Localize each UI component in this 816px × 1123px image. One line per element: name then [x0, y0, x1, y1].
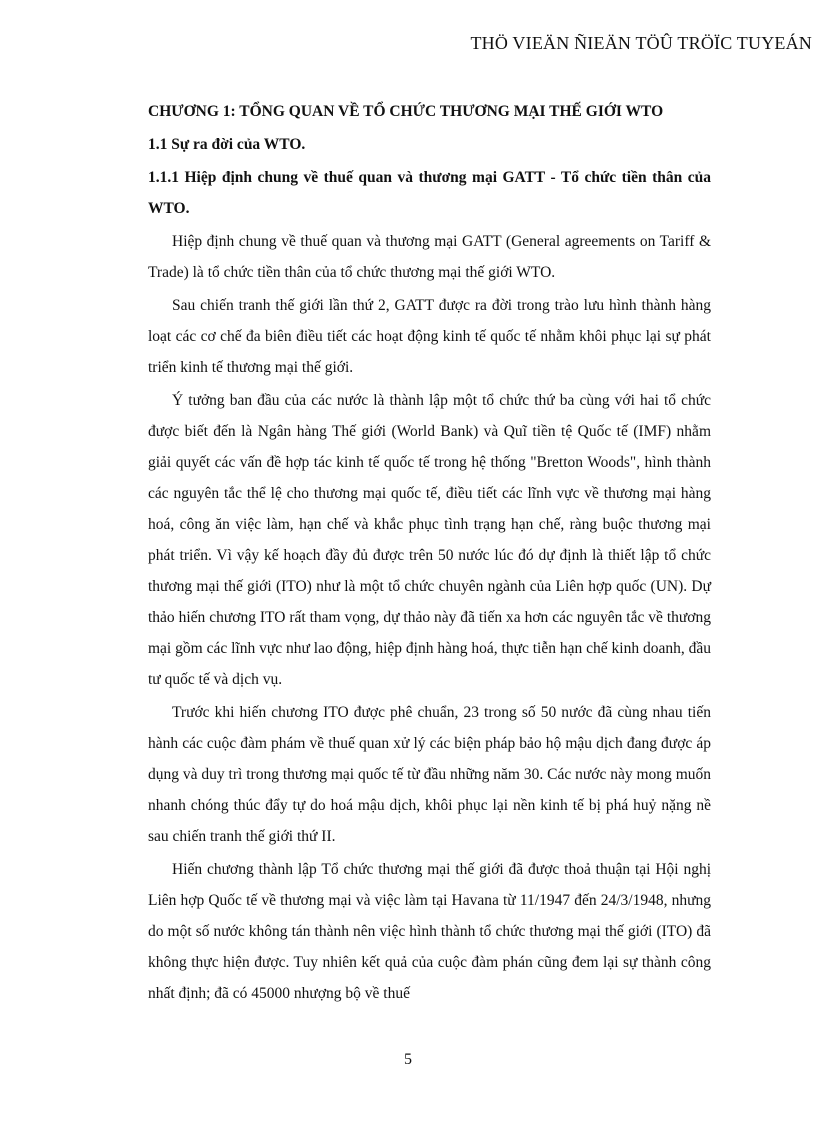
paragraph: Sau chiến tranh thế giới lần thứ 2, GATT được ra đời trong trào lưu hình thành hàng loạt các cơ chế đa biên điều tiết các hoạt động kinh tế quốc tế nhằm khôi phục lại sự phát triển kinh tế thương mại thế giới. [148, 297, 711, 376]
running-header [0, 33, 816, 54]
paragraph: Trước khi hiến chương ITO được phê chuẩn, 23 trong số 50 nước đã cùng nhau tiến hành các cuộc đàm phám về thuế quan xử lý các biện pháp bảo hộ mậu dịch đang được áp dụng và duy trì trong thương mại quốc tế từ đầu những năm 30. Các nước này mong muốn nhanh chóng thúc đẩy tự do hoá mậu dịch, khôi phục lại nền kinh tế bị phá huỷ nặng nề sau chiến tranh thế giới thứ II. [148, 704, 711, 845]
section-title: 1.1 Sự ra đời của WTO. [148, 136, 306, 153]
paragraph: Ý tưởng ban đầu của các nước là thành lập một tổ chức thứ ba cùng với hai tổ chức được biết đến là Ngân hàng Thế giới (World Bank) và Quĩ tiền tệ Quốc tế (IMF) nhằm giải quyết các vấn đề hợp tác kinh tế quốc tế trong hệ thống "Bretton Woods", hình thành các nguyên tắc thể lệ cho thương mại quốc tế, điều tiết các lĩnh vực về thương mại hàng hoá, công ăn việc làm, hạn chế và khắc phục tình trạng hạn chế, ràng buộc thương mại phát triển. Vì vậy kế hoạch đầy đủ được trên 50 nước lúc đó dự định là thiết lập tổ chức thương mại thế giới (ITO) như là một tổ chức chuyên ngành của Liên hợp quốc (UN). Dự thảo hiến chương ITO rất tham vọng, dự thảo này đã tiến xa hơn các nguyên tắc về thương mại gồm các lĩnh vực như lao động, hiệp định hàng hoá, thực tiễn hạn chế kinh doanh, đầu tư quốc tế và dịch vụ. [148, 392, 711, 688]
page-body [148, 96, 711, 1009]
subsection-title: 1.1.1 Hiệp định chung về thuế quan và thương mại GATT - Tổ chức tiền thân của WTO. [148, 169, 711, 217]
paragraph: Hiến chương thành lập Tổ chức thương mại thế giới đã được thoả thuận tại Hội nghị Liên hợp Quốc tế về thương mại và việc làm tại Havana từ 11/1947 đến 24/3/1948, nhưng do một số nước không tán thành nên việc hình thành tổ chức thương mại thế giới (ITO) đã không thực hiện được. Tuy nhiên kết quả của cuộc đàm phán cũng đem lại sự thành công nhất định; đã có 45000 nhượng bộ về thuế [148, 861, 711, 1002]
chapter-title: CHƯƠNG 1: TỔNG QUAN VỀ TỔ CHỨC THƯƠNG MẠI THẾ GIỚI WTO [148, 103, 664, 120]
paragraph: Hiệp định chung về thuế quan và thương mại GATT (General agreements on Tariff & Trade) là tổ chức tiền thân của tổ chức thương mại thế giới WTO. [148, 233, 711, 281]
page-number: 5 [404, 1051, 412, 1068]
running-header-text: THÖ VIEÄN ÑIEÄN TÖÛ TRÖÏC TUYEÁN [470, 33, 812, 53]
